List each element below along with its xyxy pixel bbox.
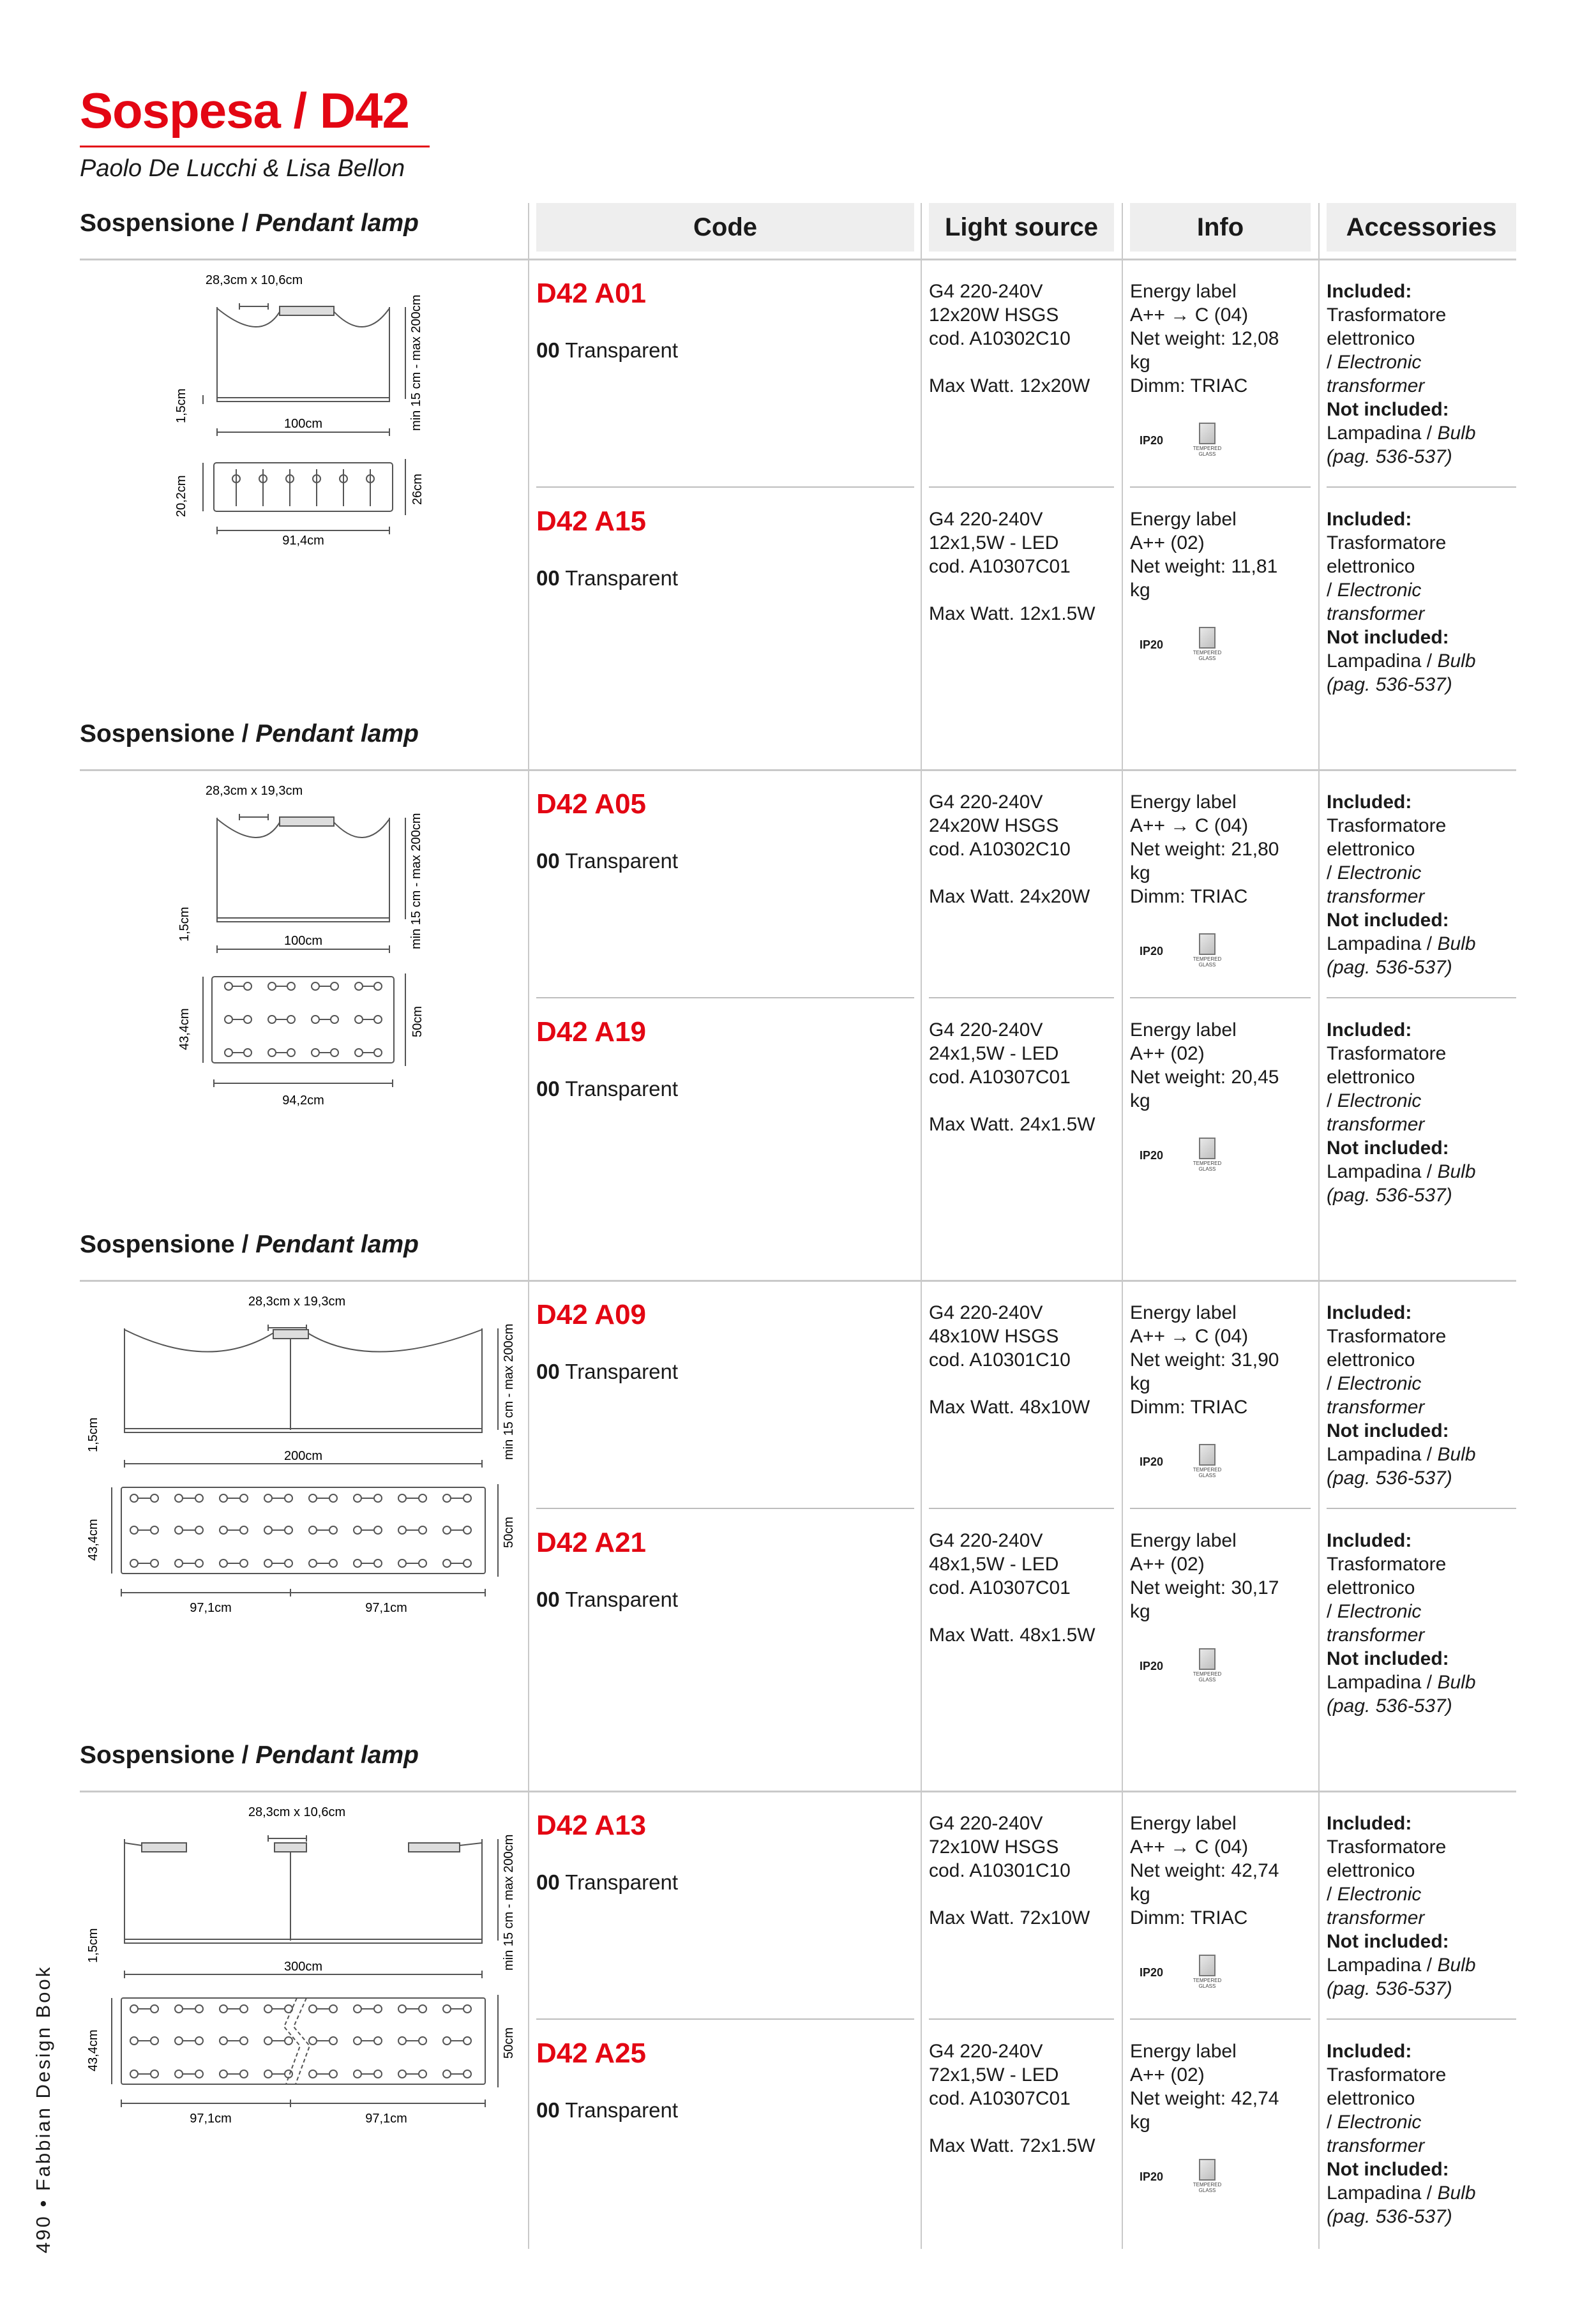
page-number-label: 490 • Fabbian Design Book — [32, 1965, 54, 2253]
technical-drawing — [83, 1803, 523, 2135]
column-divider — [1122, 203, 1123, 2249]
section-separator — [80, 1280, 1516, 1282]
tempered-glass-icon — [1199, 2159, 1216, 2181]
product-code: D42 A01 — [536, 278, 647, 309]
light-source: G4 220-240V 12x1,5W - LED cod. A10307C01 Max Watt. 12x1.5W — [929, 509, 1095, 624]
row-divider — [1327, 486, 1516, 488]
dim-plan-height-right: 50cm — [502, 1517, 516, 1548]
glass-label: TEMPERED GLASS — [1193, 1978, 1222, 1989]
column-header-code: Code — [536, 203, 914, 252]
page-title: Sospesa / D42 — [80, 82, 409, 139]
tempered-glass-icon — [1199, 933, 1216, 955]
row-divider — [536, 1508, 914, 1509]
section-separator — [80, 769, 1516, 771]
tempered-glass-icon — [1199, 423, 1216, 444]
dim-height: min 15 cm - max 200cm — [409, 813, 423, 949]
row-divider — [1130, 2018, 1311, 2020]
dim-plan-width-b: 97,1cm — [365, 1601, 407, 1615]
row-divider — [1130, 997, 1311, 998]
dim-width: 300cm — [283, 1960, 323, 1974]
section-label: Sospensione / Pendant lamp — [80, 720, 419, 748]
light-source: G4 220-240V 24x1,5W - LED cod. A10307C01 Max Watt. 24x1.5W — [929, 1019, 1095, 1135]
glass-label: TEMPERED GLASS — [1193, 1671, 1222, 1683]
dim-plan-height-left: 43,4cm — [177, 1008, 192, 1050]
column-header-accessories: Accessories — [1327, 203, 1516, 252]
glass-label: TEMPERED GLASS — [1193, 2182, 1222, 2193]
dim-height: min 15 cm - max 200cm — [409, 294, 423, 431]
dim-plan-width-b: 97,1cm — [365, 2112, 407, 2126]
product-code: D42 A25 — [536, 2038, 647, 2069]
info: Energy label A++ → C (04) Net weight: 31,90 kg Dimm: TRIAC — [1130, 1302, 1279, 1418]
row-divider — [929, 1508, 1114, 1509]
info: Energy label A++ (02) Net weight: 11,81 kg — [1130, 509, 1278, 601]
dim-plan-height-right: 26cm — [410, 474, 425, 505]
ip-rating: IP20 — [1140, 1149, 1164, 1162]
column-divider — [921, 203, 922, 2249]
dim-plan-height-left: 20,2cm — [174, 475, 188, 517]
row-divider — [1130, 1508, 1311, 1509]
light-source: G4 220-240V 72x1,5W - LED cod. A10307C01 Max Watt. 72x1.5W — [929, 2041, 1095, 2156]
accessories: Included: Trasformatore elettronico / Electronic transformer Not included: Lampadina / Bulb (pag. 536-537) — [1327, 1530, 1476, 1717]
info: Energy label A++ (02) Net weight: 20,45 kg — [1130, 1019, 1279, 1111]
dim-thickness: 1,5cm — [86, 1928, 100, 1963]
row-divider — [929, 486, 1114, 488]
dim-top: 28,3cm x 10,6cm — [205, 273, 303, 287]
dim-top: 28,3cm x 19,3cm — [248, 1295, 346, 1309]
ip-rating: IP20 — [1140, 638, 1164, 651]
light-source: G4 220-240V 48x1,5W - LED cod. A10307C01 Max Watt. 48x1.5W — [929, 1530, 1095, 1646]
finish: 00 Transparent — [536, 2098, 678, 2122]
dim-thickness: 1,5cm — [174, 388, 188, 423]
finish: 00 Transparent — [536, 1588, 678, 1611]
ip-rating: IP20 — [1140, 2170, 1164, 2183]
accessories: Included: Trasformatore elettronico / Electronic transformer Not included: Lampadina / Bulb (pag. 536-537) — [1327, 1019, 1476, 1206]
finish: 00 Transparent — [536, 1870, 678, 1894]
dim-plan-width-a: 97,1cm — [190, 2112, 232, 2126]
dim-width: 100cm — [283, 417, 323, 431]
info: Energy label A++ (02) Net weight: 42,74 kg — [1130, 2041, 1279, 2133]
technical-drawing — [83, 1293, 523, 1625]
tempered-glass-icon — [1199, 1955, 1216, 1976]
dim-plan-width: 94,2cm — [282, 1093, 324, 1108]
column-divider — [528, 203, 529, 2249]
row-divider — [1327, 997, 1516, 998]
finish: 00 Transparent — [536, 1360, 678, 1383]
dim-plan-height-left: 43,4cm — [86, 2029, 100, 2071]
row-divider — [1327, 1508, 1516, 1509]
section-label: Sospensione / Pendant lamp — [80, 1231, 419, 1258]
light-source: G4 220-240V 24x20W HSGS cod. A10302C10 Max Watt. 24x20W — [929, 792, 1090, 907]
dim-plan-width: 91,4cm — [282, 534, 324, 548]
light-source: G4 220-240V 48x10W HSGS cod. A10301C10 Max Watt. 48x10W — [929, 1302, 1090, 1418]
glass-label: TEMPERED GLASS — [1193, 446, 1222, 457]
tempered-glass-icon — [1199, 627, 1216, 649]
column-header-light-source: Light source — [929, 203, 1114, 252]
row-divider — [536, 486, 914, 488]
info: Energy label A++ → C (04) Net weight: 42,74 kg Dimm: TRIAC — [1130, 1813, 1279, 1928]
accessories: Included: Trasformatore elettronico / Electronic transformer Not included: Lampadina / Bulb (pag. 536-537) — [1327, 281, 1476, 467]
finish: 00 Transparent — [536, 1077, 678, 1101]
technical-drawing — [172, 271, 440, 546]
dim-height: min 15 cm - max 200cm — [502, 1323, 516, 1460]
dim-plan-height-left: 43,4cm — [86, 1519, 100, 1561]
dim-top: 28,3cm x 10,6cm — [248, 1805, 346, 1819]
row-divider — [536, 2018, 914, 2020]
tempered-glass-icon — [1199, 1444, 1216, 1466]
accessories: Included: Trasformatore elettronico / Electronic transformer Not included: Lampadina / Bulb (pag. 536-537) — [1327, 1302, 1476, 1489]
technical-drawing — [172, 782, 440, 1114]
dim-thickness: 1,5cm — [177, 906, 192, 942]
section-label: Sospensione / Pendant lamp — [80, 1741, 419, 1769]
finish: 00 Transparent — [536, 566, 678, 590]
ip-rating: IP20 — [1140, 1660, 1164, 1672]
tempered-glass-icon — [1199, 1648, 1216, 1670]
dim-width: 100cm — [283, 934, 323, 948]
info: Energy label A++ → C (04) Net weight: 12,08 kg Dimm: TRIAC — [1130, 281, 1279, 396]
ip-rating: IP20 — [1140, 945, 1164, 958]
finish: 00 Transparent — [536, 849, 678, 873]
product-code: D42 A13 — [536, 1810, 647, 1841]
dim-plan-width-a: 97,1cm — [190, 1601, 232, 1615]
dim-height: min 15 cm - max 200cm — [502, 1834, 516, 1971]
glass-label: TEMPERED GLASS — [1193, 650, 1222, 661]
column-divider — [1318, 203, 1320, 2249]
finish: 00 Transparent — [536, 338, 678, 362]
product-code: D42 A19 — [536, 1016, 647, 1048]
accessories: Included: Trasformatore elettronico / Electronic transformer Not included: Lampadina / Bulb (pag. 536-537) — [1327, 1813, 1476, 1999]
product-code: D42 A05 — [536, 788, 647, 820]
section-separator — [80, 1791, 1516, 1792]
product-code: D42 A21 — [536, 1527, 647, 1558]
glass-label: TEMPERED GLASS — [1193, 1161, 1222, 1172]
row-divider — [1130, 486, 1311, 488]
ip-rating: IP20 — [1140, 434, 1164, 447]
dim-width: 200cm — [283, 1449, 323, 1463]
dim-top: 28,3cm x 19,3cm — [205, 784, 303, 798]
tempered-glass-icon — [1199, 1138, 1216, 1159]
accessories: Included: Trasformatore elettronico / Electronic transformer Not included: Lampadina / Bulb (pag. 536-537) — [1327, 509, 1476, 695]
glass-label: TEMPERED GLASS — [1193, 1467, 1222, 1478]
dim-thickness: 1,5cm — [86, 1417, 100, 1452]
section-separator — [80, 259, 1516, 260]
row-divider — [1327, 2018, 1516, 2020]
row-divider — [929, 2018, 1114, 2020]
ip-rating: IP20 — [1140, 1966, 1164, 1979]
ip-rating: IP20 — [1140, 1455, 1164, 1468]
column-header-info: Info — [1130, 203, 1311, 252]
product-code: D42 A09 — [536, 1299, 647, 1330]
light-source: G4 220-240V 72x10W HSGS cod. A10301C10 Max Watt. 72x10W — [929, 1813, 1090, 1928]
row-divider — [536, 997, 914, 998]
info: Energy label A++ (02) Net weight: 30,17 kg — [1130, 1530, 1279, 1622]
info: Energy label A++ → C (04) Net weight: 21,80 kg Dimm: TRIAC — [1130, 792, 1279, 907]
accessories: Included: Trasformatore elettronico / Electronic transformer Not included: Lampadina / Bulb (pag. 536-537) — [1327, 792, 1476, 978]
dim-plan-height-right: 50cm — [410, 1006, 425, 1037]
light-source: G4 220-240V 12x20W HSGS cod. A10302C10 Max Watt. 12x20W — [929, 281, 1090, 396]
designers: Paolo De Lucchi & Lisa Bellon — [80, 155, 405, 182]
glass-label: TEMPERED GLASS — [1193, 956, 1222, 968]
product-code: D42 A15 — [536, 506, 647, 537]
row-divider — [929, 997, 1114, 998]
accessories: Included: Trasformatore elettronico / Electronic transformer Not included: Lampadina / Bulb (pag. 536-537) — [1327, 2041, 1476, 2227]
title-underline — [80, 146, 430, 147]
dim-plan-height-right: 50cm — [502, 2027, 516, 2059]
section-label: Sospensione / Pendant lamp — [80, 209, 419, 237]
